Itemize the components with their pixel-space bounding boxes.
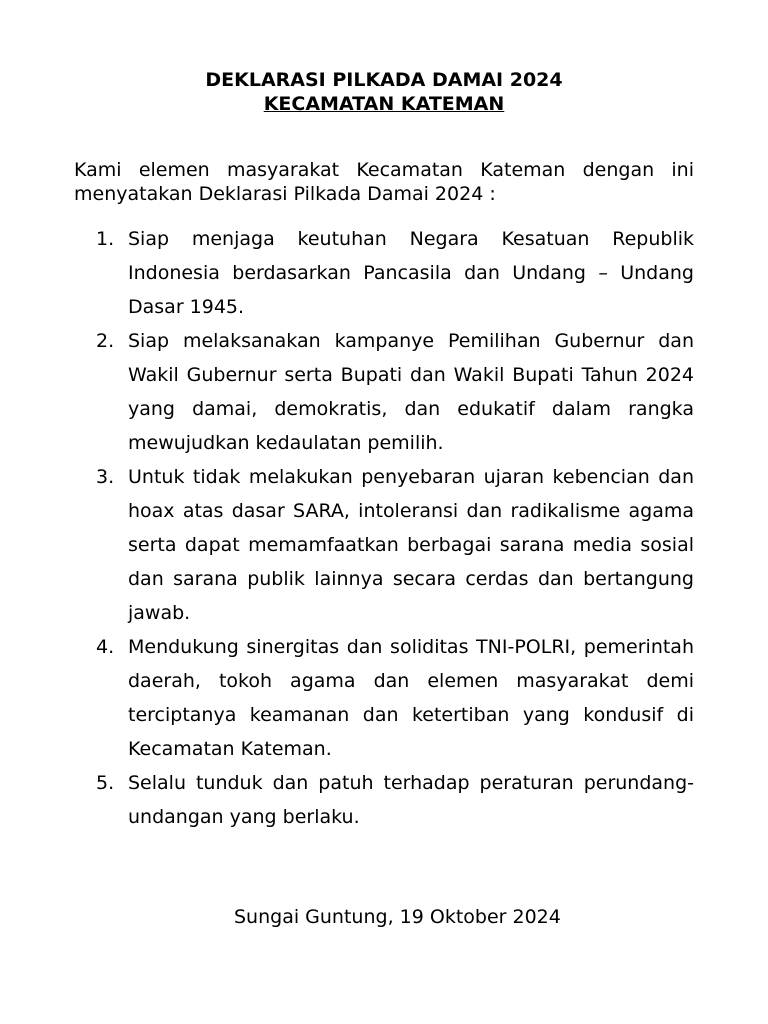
list-item-number: 1. — [96, 228, 115, 250]
list-item-text: Siap menjaga keutuhan Negara Kesatuan Republik Indonesia berdasarkan Pancasila dan Undang – Undang Dasar 1945. — [128, 228, 694, 318]
list-item-number: 4. — [96, 636, 115, 658]
list-item — [74, 766, 694, 834]
document-subtitle: KECAMATAN KATEMAN — [263, 93, 505, 115]
list-item-number: 3. — [96, 466, 115, 488]
intro-paragraph: Kami elemen masyarakat Kecamatan Kateman dengan ini menyatakan Deklarasi Pilkada Damai 2024 : — [74, 159, 694, 205]
document-title: DEKLARASI PILKADA DAMAI 2024 — [205, 69, 563, 91]
declaration-list — [74, 222, 694, 834]
list-item-number: 5. — [96, 772, 115, 794]
list-item-text: Mendukung sinergitas dan soliditas TNI-POLRI, pemerintah daerah, tokoh agama dan elemen masyarakat demi terciptanya keamanan dan ketertiban yang kondusif di Kecamatan Kateman. — [128, 636, 694, 760]
list-item-text: Siap melaksanakan kampanye Pemilihan Gubernur dan Wakil Gubernur serta Bupati dan Wakil Bupati Tahun 2024 yang damai, demokratis, dan edukatif dalam rangka mewujudkan kedaulatan pemilih. — [128, 330, 694, 454]
list-item-text: Untuk tidak melakukan penyebaran ujaran kebencian dan hoax atas dasar SARA, intoleransi dan radikalisme agama serta dapat memamfaatkan berbagai sarana media sosial dan sarana publik lainnya secara cerdas dan bertangung jawab. — [128, 466, 694, 624]
list-item — [74, 222, 694, 324]
place-date: Sungai Guntung, 19 Oktober 2024 — [234, 906, 561, 928]
list-item-number: 2. — [96, 330, 115, 352]
list-item — [74, 324, 694, 460]
list-item-text: Selalu tunduk dan patuh terhadap peraturan perundang-undangan yang berlaku. — [128, 772, 694, 828]
list-item — [74, 460, 694, 630]
list-item — [74, 630, 694, 766]
